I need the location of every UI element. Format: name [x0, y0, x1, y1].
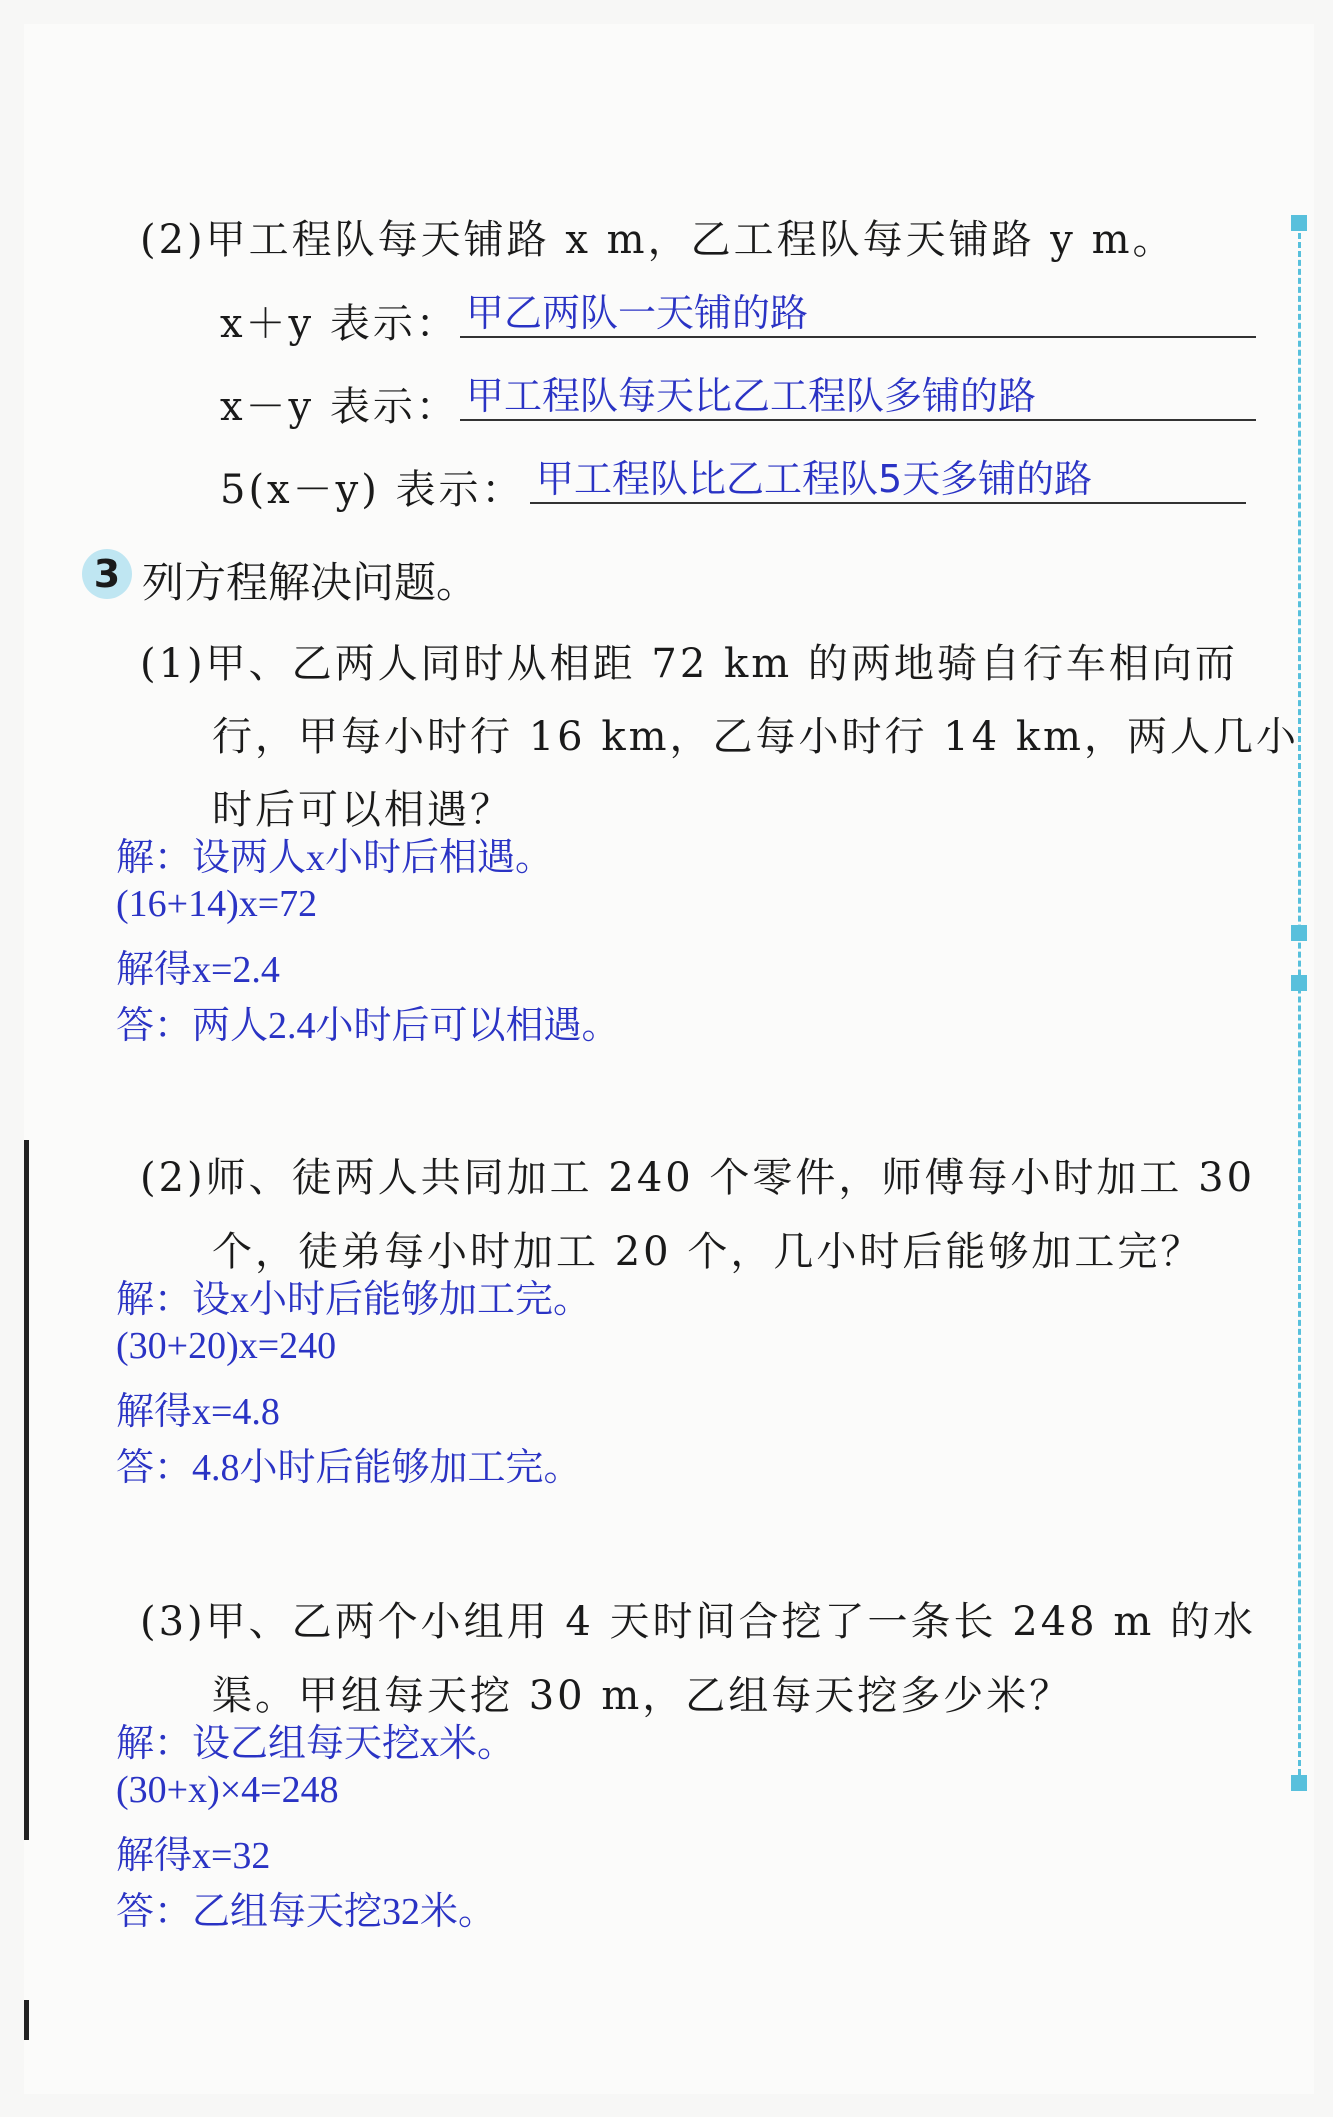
solution-line: 解得x=4.8 — [116, 1391, 280, 1433]
problem-1-line: 时后可以相遇？ — [212, 787, 513, 833]
section-title: 列方程解决问题。 — [142, 558, 479, 607]
solution-line: 解：设x小时后能够加工完。 — [116, 1279, 592, 1321]
solution-line: 答：两人2.4小时后可以相遇。 — [116, 1005, 620, 1047]
problem-3-line: (3)甲、乙两个小组用 4 天时间合挖了一条长 248 m 的水 — [140, 1599, 1256, 1645]
solution-line: 解：设两人x小时后相遇。 — [116, 837, 554, 879]
left-edge-bar — [24, 1140, 29, 1840]
solution-line: 解得x=2.4 — [116, 949, 280, 991]
solution-line: (30+x)×4=248 — [116, 1769, 339, 1811]
edge-marker — [1291, 975, 1307, 991]
problem-1-line: (1)甲、乙两人同时从相距 72 km 的两地骑自行车相向而 — [140, 641, 1238, 687]
row-label: x＋y 表示： — [220, 301, 459, 347]
answer-blank[interactable]: 甲工程队比乙工程队5天多铺的路 — [530, 456, 1246, 504]
question-2-prompt: (2)甲工程队每天铺路 x m，乙工程队每天铺路 y m。 — [140, 217, 1176, 263]
problem-1-line: 行，甲每小时行 16 km，乙每小时行 14 km，两人几小 — [212, 714, 1299, 760]
answer-blank[interactable]: 甲工程队每天比乙工程队多铺的路 — [460, 373, 1256, 421]
solution-line: 解得x=32 — [116, 1835, 271, 1877]
left-edge-bar-bottom — [24, 2000, 29, 2040]
problem-2-line: 个，徒弟每小时加工 20 个，几小时后能够加工完？ — [212, 1229, 1204, 1275]
row-label: x－y 表示： — [220, 384, 459, 430]
solution-line: (16+14)x=72 — [116, 883, 318, 925]
edge-marker — [1291, 215, 1307, 231]
edge-marker — [1291, 1775, 1307, 1791]
answer-blank[interactable]: 甲乙两队一天铺的路 — [460, 290, 1256, 338]
perforation-line — [1298, 224, 1301, 1784]
edge-marker — [1291, 925, 1307, 941]
problem-2-line: (2)师、徒两人共同加工 240 个零件，师傅每小时加工 30 — [140, 1155, 1256, 1201]
section-number-badge: 3 — [82, 549, 132, 599]
solution-line: 解：设乙组每天挖x米。 — [116, 1723, 516, 1765]
row-label: 5(x－y) 表示： — [220, 467, 525, 513]
solution-line: 答：乙组每天挖32米。 — [116, 1891, 497, 1933]
solution-line: (30+20)x=240 — [116, 1325, 337, 1367]
solution-line: 答：4.8小时后能够加工完。 — [116, 1447, 582, 1489]
problem-3-line: 渠。甲组每天挖 30 m，乙组每天挖多少米？ — [212, 1673, 1073, 1719]
